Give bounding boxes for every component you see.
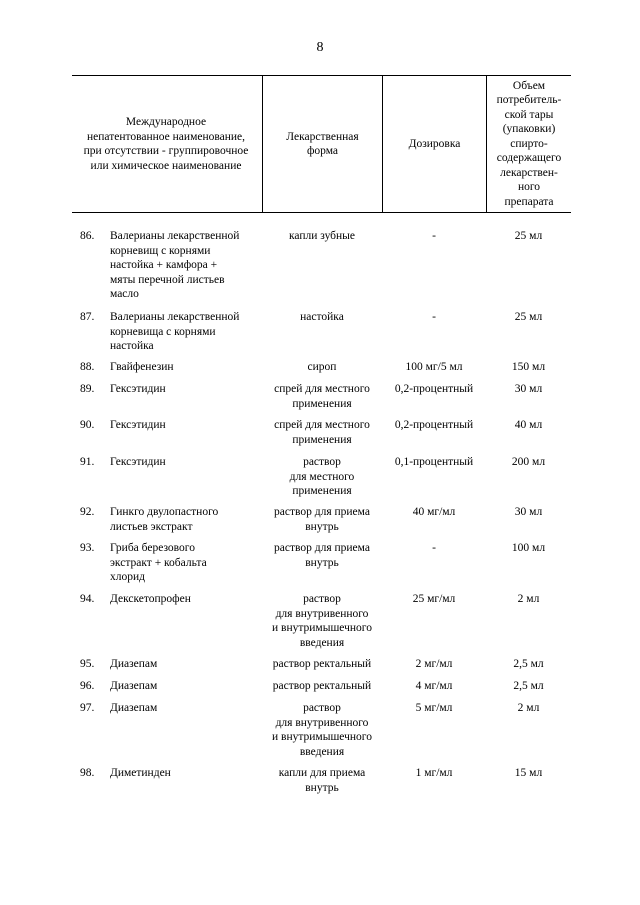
row-name: Гексэтидин [110, 456, 166, 468]
row-name: Гвайфенезин [110, 361, 174, 373]
row-dose: 2 мг/мл [415, 658, 453, 670]
header-name: Международное непатентованное наименование, при отсутствии - группировочное или химическое наименование [83, 116, 249, 172]
row-form: спрей для местного применения [274, 383, 370, 410]
row-name: Декскетопрофен [110, 593, 191, 605]
row-name: Диазепам [110, 658, 158, 670]
row-number: 95. [80, 658, 95, 670]
header-form: Лекарственная форма [262, 76, 382, 212]
row-name: Валерианы лекарственной корневищ с корнями настойка + камфора + мяты перечной листьев масло [110, 230, 240, 300]
row-number: 86. [80, 230, 95, 242]
row-dose: 25 мг/мл [412, 593, 456, 605]
row-form: спрей для местного применения [274, 419, 370, 446]
row-volume: 2 мл [517, 702, 540, 714]
row-form: капли зубные [288, 230, 356, 242]
row-name: Гриба березового экстракт + кобальта хлорид [110, 542, 207, 583]
row-number: 96. [80, 680, 95, 692]
row-number: 92. [80, 506, 95, 518]
row-volume: 200 мл [511, 456, 546, 468]
row-number: 87. [80, 311, 95, 323]
row-form: раствор для приема внутрь [274, 506, 370, 533]
header-dose: Дозировка [382, 76, 486, 212]
drug-table [72, 75, 571, 794]
row-number: 97. [80, 702, 95, 714]
row-dose: 0,2-процентный [394, 419, 474, 431]
row-name: Диазепам [110, 680, 158, 692]
row-form: раствор для внутривенного и внутримышечного введения [272, 702, 372, 758]
row-dose: 100 мг/5 мл [405, 361, 463, 373]
row-number: 91. [80, 456, 95, 468]
row-name: Гексэтидин [110, 419, 166, 431]
table-header [72, 75, 571, 213]
row-volume: 40 мл [514, 419, 543, 431]
header-volume: Объем потребитель- ской тары (упаковки) спирто- содержащего лекарствен- ного препарата [486, 76, 571, 212]
row-volume: 15 мл [514, 767, 543, 779]
row-form: раствор ректальный [272, 658, 372, 670]
row-form: раствор ректальный [272, 680, 372, 692]
row-dose: 1 мг/мл [415, 767, 453, 779]
row-volume: 2 мл [517, 593, 540, 605]
row-dose: 4 мг/мл [415, 680, 453, 692]
row-name: Гинкго двулопастного листьев экстракт [110, 506, 219, 533]
row-number: 88. [80, 361, 95, 373]
row-name: Диметинден [110, 767, 171, 779]
row-dose: 0,1-процентный [394, 456, 474, 468]
row-volume: 25 мл [514, 311, 543, 323]
row-form: раствор для внутривенного и внутримышечного введения [272, 593, 372, 649]
row-dose: - [432, 311, 436, 323]
row-name: Диазепам [110, 702, 158, 714]
row-volume: 150 мл [511, 361, 546, 373]
row-number: 94. [80, 593, 95, 605]
row-form: раствор для местного применения [289, 456, 355, 497]
row-volume: 2,5 мл [513, 658, 544, 670]
row-number: 90. [80, 419, 95, 431]
row-volume: 25 мл [514, 230, 543, 242]
row-dose: 40 мг/мл [412, 506, 456, 518]
row-dose: - [432, 230, 436, 242]
row-number: 89. [80, 383, 95, 395]
row-volume: 2,5 мл [513, 680, 544, 692]
row-name: Гексэтидин [110, 383, 166, 395]
page-number: 8 [316, 40, 324, 55]
row-number: 98. [80, 767, 95, 779]
row-dose: 0,2-процентный [394, 383, 474, 395]
row-volume: 100 мл [511, 542, 546, 554]
row-form: настойка [300, 311, 344, 323]
row-volume: 30 мл [514, 506, 543, 518]
row-form: раствор для приема внутрь [274, 542, 370, 569]
row-dose: - [432, 542, 436, 554]
row-form: капли для приема внутрь [278, 767, 366, 794]
row-dose: 5 мг/мл [415, 702, 453, 714]
row-form: сироп [307, 361, 337, 373]
row-volume: 30 мл [514, 383, 543, 395]
row-number: 93. [80, 542, 95, 554]
row-name: Валерианы лекарственной корневища с корнями настойка [110, 311, 240, 352]
